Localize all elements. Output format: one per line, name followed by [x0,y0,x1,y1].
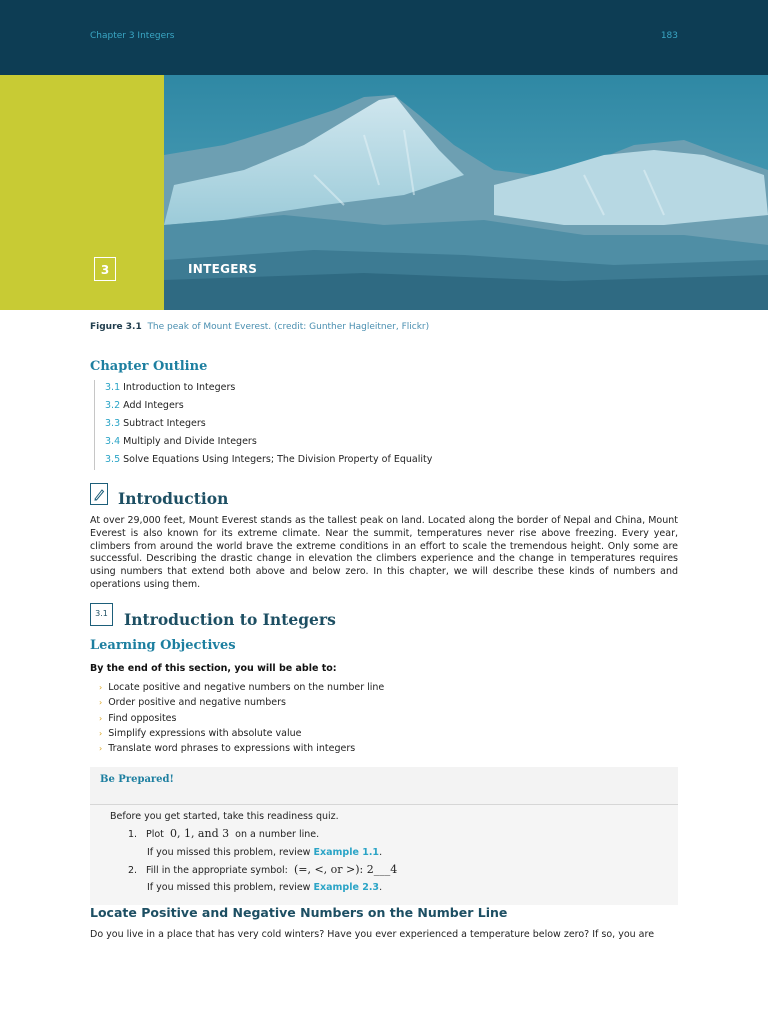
chapter-outline-heading: Chapter Outline [90,359,208,374]
list-item [99,727,384,742]
quiz-question [128,827,319,840]
section-heading: Introduction to Integers [124,610,336,629]
outline-item-title: Multiply and Divide Integers [123,436,257,447]
list-item [99,742,384,757]
learning-objectives-heading: Learning Objectives [90,638,236,653]
bullet-icon: › [99,683,103,692]
bullet-icon: › [99,698,103,708]
figure-caption-text: The peak of Mount Everest. (credit: Gunther Hagleitner, Flickr) [147,322,430,332]
figure-caption [90,322,429,332]
chapter-accent-block [0,75,164,310]
list-item [99,696,384,711]
learning-objectives-lead: By the end of this section, you will be able to: [90,663,337,674]
review-prefix: If you missed this problem, review [147,847,311,858]
outline-item[interactable] [105,380,432,398]
question-math: (=, <, or >): 2___4 [293,863,398,876]
bullet-icon: › [99,728,103,738]
review-hint [147,847,382,858]
figure-label: Figure 3.1 [90,322,142,332]
be-prepared-box [90,767,678,905]
be-prepared-lead: Before you get started, take this readiness quiz. [110,811,339,822]
objective-text: Find opposites [108,712,177,724]
outline-item-number: 3.2 [105,400,121,411]
section-number-badge: 3.1 [90,603,113,626]
question-number: 2. [128,865,138,876]
chapter-outline-list [94,380,432,470]
be-prepared-title: Be Prepared! [100,774,174,785]
running-chapter-title: Chapter 3 Integers [90,31,175,41]
introduction-heading: Introduction [118,489,229,508]
objective-text: Locate positive and negative numbers on the number line [108,682,385,693]
list-item [99,681,384,696]
outline-item-title: Subtract Integers [123,418,206,429]
learning-objectives-list [99,681,384,757]
subsection-heading: Locate Positive and Negative Numbers on the Number Line [90,905,508,920]
question-prefix: Plot [146,829,164,840]
chapter-title: INTEGERS [188,262,258,276]
outline-item-title: Add Integers [123,400,184,411]
question-math: 0, 1, and 3 [169,827,230,840]
example-link[interactable]: Example 1.1 [313,847,380,858]
outline-item-number: 3.1 [105,382,121,393]
example-link[interactable]: Example 2.3 [313,882,380,893]
objective-text: Order positive and negative numbers [108,697,286,709]
pencil-icon [90,483,108,505]
outline-item-number: 3.4 [105,436,121,447]
page-header [0,0,768,75]
objective-text: Translate word phrases to expressions with integers [108,743,356,755]
review-suffix: . [379,882,383,893]
review-prefix: If you missed this problem, review [147,882,311,893]
outline-item[interactable] [105,398,432,416]
outline-item-number: 3.5 [105,454,121,465]
chapter-number-badge: 3 [94,257,116,281]
bullet-icon: › [99,744,103,754]
subsection-paragraph: Do you live in a place that has very cold winters? Have you ever experienced a temperature below zero? If so, you are [90,929,655,940]
outline-item-title: Introduction to Integers [123,382,236,393]
question-number: 1. [128,829,138,840]
page-number: 183 [660,31,678,41]
outline-item[interactable] [105,416,432,434]
be-prepared-header [90,767,678,805]
introduction-paragraph: At over 29,000 feet, Mount Everest stands as the tallest peak on land. Located along the border of Nepal and China, Mount Everest is also known for its extreme climate. Near the summit, temperatures never rise above freezing. Every year, climbers from around the world brave the extreme conditions in an effort to scale the tremendous height. Only some are successful. Describing the drastic change in elevation the climbers experience and the change in temperatures requires using numbers that extend both above and below zero. In this chapter, we will describe these kinds of numbers and operations using them. [90,515,678,590]
outline-item[interactable] [105,434,432,452]
outline-item[interactable] [105,452,432,470]
objective-text: Simplify expressions with absolute value [108,727,302,739]
list-item [99,712,384,727]
quiz-question [128,863,397,876]
bullet-icon: › [99,713,103,723]
outline-item-title: Solve Equations Using Integers; The Division Property of Equality [123,454,433,465]
outline-item-number: 3.3 [105,418,121,429]
review-hint [147,882,382,893]
question-suffix: on a number line. [235,829,320,840]
question-prefix: Fill in the appropriate symbol: [146,865,288,876]
review-suffix: . [379,847,383,858]
